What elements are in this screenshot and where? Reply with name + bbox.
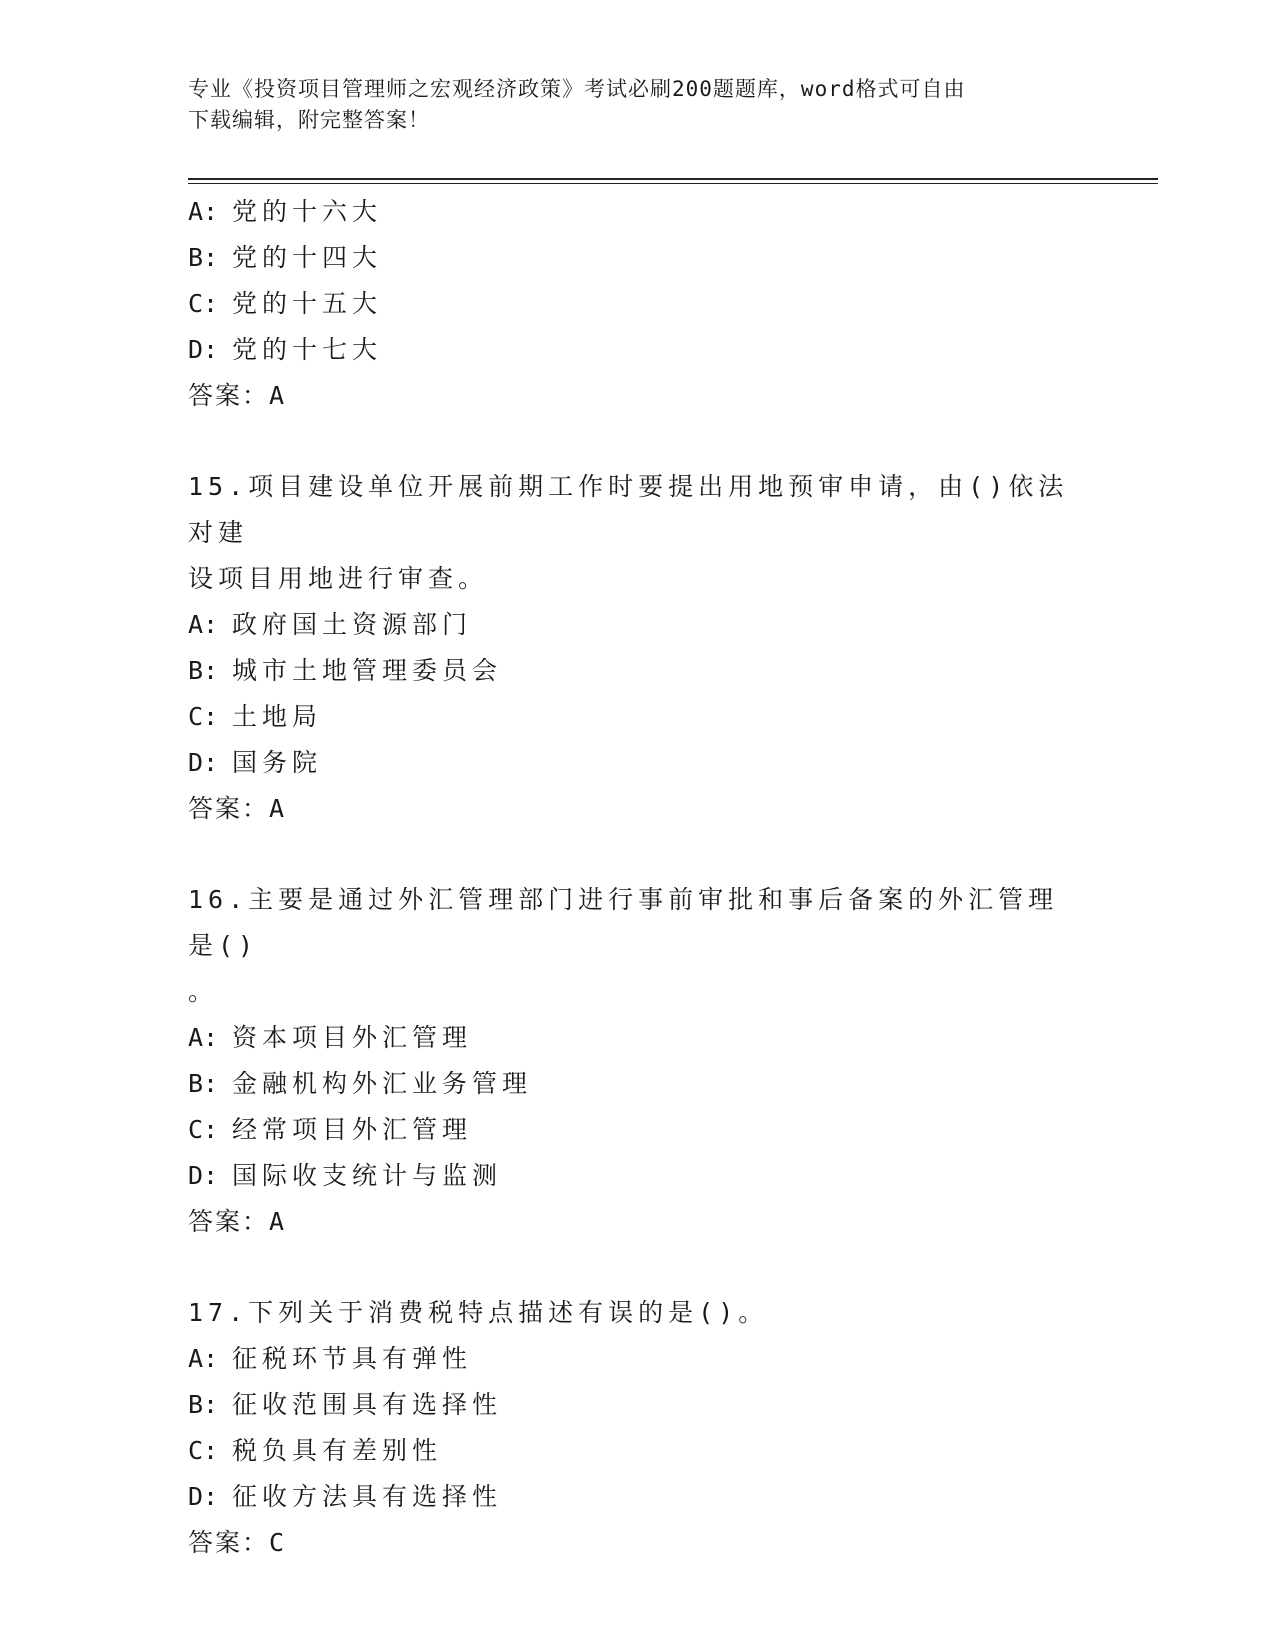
option-letter: B:	[188, 1069, 219, 1098]
question-text: 15.项目建设单位开展前期工作时要提出用地预审申请，由()依法对建 设项目用地进行审查。	[188, 472, 1069, 593]
option-text: 城市土地管理委员会	[232, 656, 503, 685]
header-divider-thin	[188, 183, 1158, 184]
question-block	[188, 189, 1088, 419]
spacer	[188, 1245, 1088, 1290]
option-text: 国务院	[232, 748, 323, 777]
option-letter: A:	[188, 1344, 219, 1373]
option-line	[188, 740, 1088, 786]
header-divider-thick	[188, 178, 1158, 180]
option-line	[188, 1061, 1088, 1107]
option-letter: C:	[188, 289, 219, 318]
option-text: 党的十四大	[232, 243, 383, 272]
spacer	[188, 832, 1088, 877]
option-letter: D:	[188, 748, 219, 777]
option-line	[188, 648, 1088, 694]
answer-line: 答案：A	[188, 794, 287, 823]
option-line	[188, 1336, 1088, 1382]
option-line	[188, 1107, 1088, 1153]
option-text: 征税环节具有弹性	[232, 1344, 473, 1373]
question-text: 17.下列关于消费税特点描述有误的是()。	[188, 1298, 769, 1327]
option-line	[188, 1382, 1088, 1428]
option-text: 经常项目外汇管理	[232, 1115, 473, 1144]
question-text: 16.主要是通过外汇管理部门进行事前审批和事后备案的外汇管理是() 。	[188, 885, 1059, 1006]
option-letter: A:	[188, 1023, 219, 1052]
question-list	[188, 189, 1088, 1566]
option-line	[188, 235, 1088, 281]
option-letter: B:	[188, 656, 219, 685]
answer-line: 答案：A	[188, 381, 287, 410]
question-block	[188, 1290, 1088, 1566]
option-letter: A:	[188, 610, 219, 639]
option-text: 资本项目外汇管理	[232, 1023, 473, 1052]
option-letter: D:	[188, 1482, 219, 1511]
option-letter: C:	[188, 1436, 219, 1465]
option-line	[188, 694, 1088, 740]
option-letter: C:	[188, 702, 219, 731]
option-letter: D:	[188, 335, 219, 364]
header-note: 专业《投资项目管理师之宏观经济政策》考试必刷200题题库，word格式可自由 下载编辑，附完整答案！	[188, 77, 966, 132]
option-line	[188, 327, 1088, 373]
option-letter: B:	[188, 243, 219, 272]
option-text: 土地局	[232, 702, 323, 731]
option-line	[188, 1015, 1088, 1061]
option-text: 党的十五大	[232, 289, 383, 318]
option-line	[188, 1428, 1088, 1474]
option-text: 党的十七大	[232, 335, 383, 364]
option-text: 税负具有差别性	[232, 1436, 443, 1465]
option-line	[188, 1153, 1088, 1199]
option-letter: A:	[188, 197, 219, 226]
option-line	[188, 1474, 1088, 1520]
spacer	[188, 419, 1088, 464]
option-text: 征收方法具有选择性	[232, 1482, 503, 1511]
question-block	[188, 877, 1088, 1245]
option-text: 党的十六大	[232, 197, 383, 226]
option-text: 金融机构外汇业务管理	[232, 1069, 533, 1098]
option-text: 国际收支统计与监测	[232, 1161, 503, 1190]
answer-line: 答案：C	[188, 1528, 287, 1557]
question-block	[188, 464, 1088, 832]
option-line	[188, 602, 1088, 648]
option-line	[188, 281, 1088, 327]
option-text: 政府国土资源部门	[232, 610, 473, 639]
option-text: 征收范围具有选择性	[232, 1390, 503, 1419]
option-line	[188, 189, 1088, 235]
option-letter: D:	[188, 1161, 219, 1190]
option-letter: C:	[188, 1115, 219, 1144]
answer-line: 答案：A	[188, 1207, 287, 1236]
option-letter: B:	[188, 1390, 219, 1419]
